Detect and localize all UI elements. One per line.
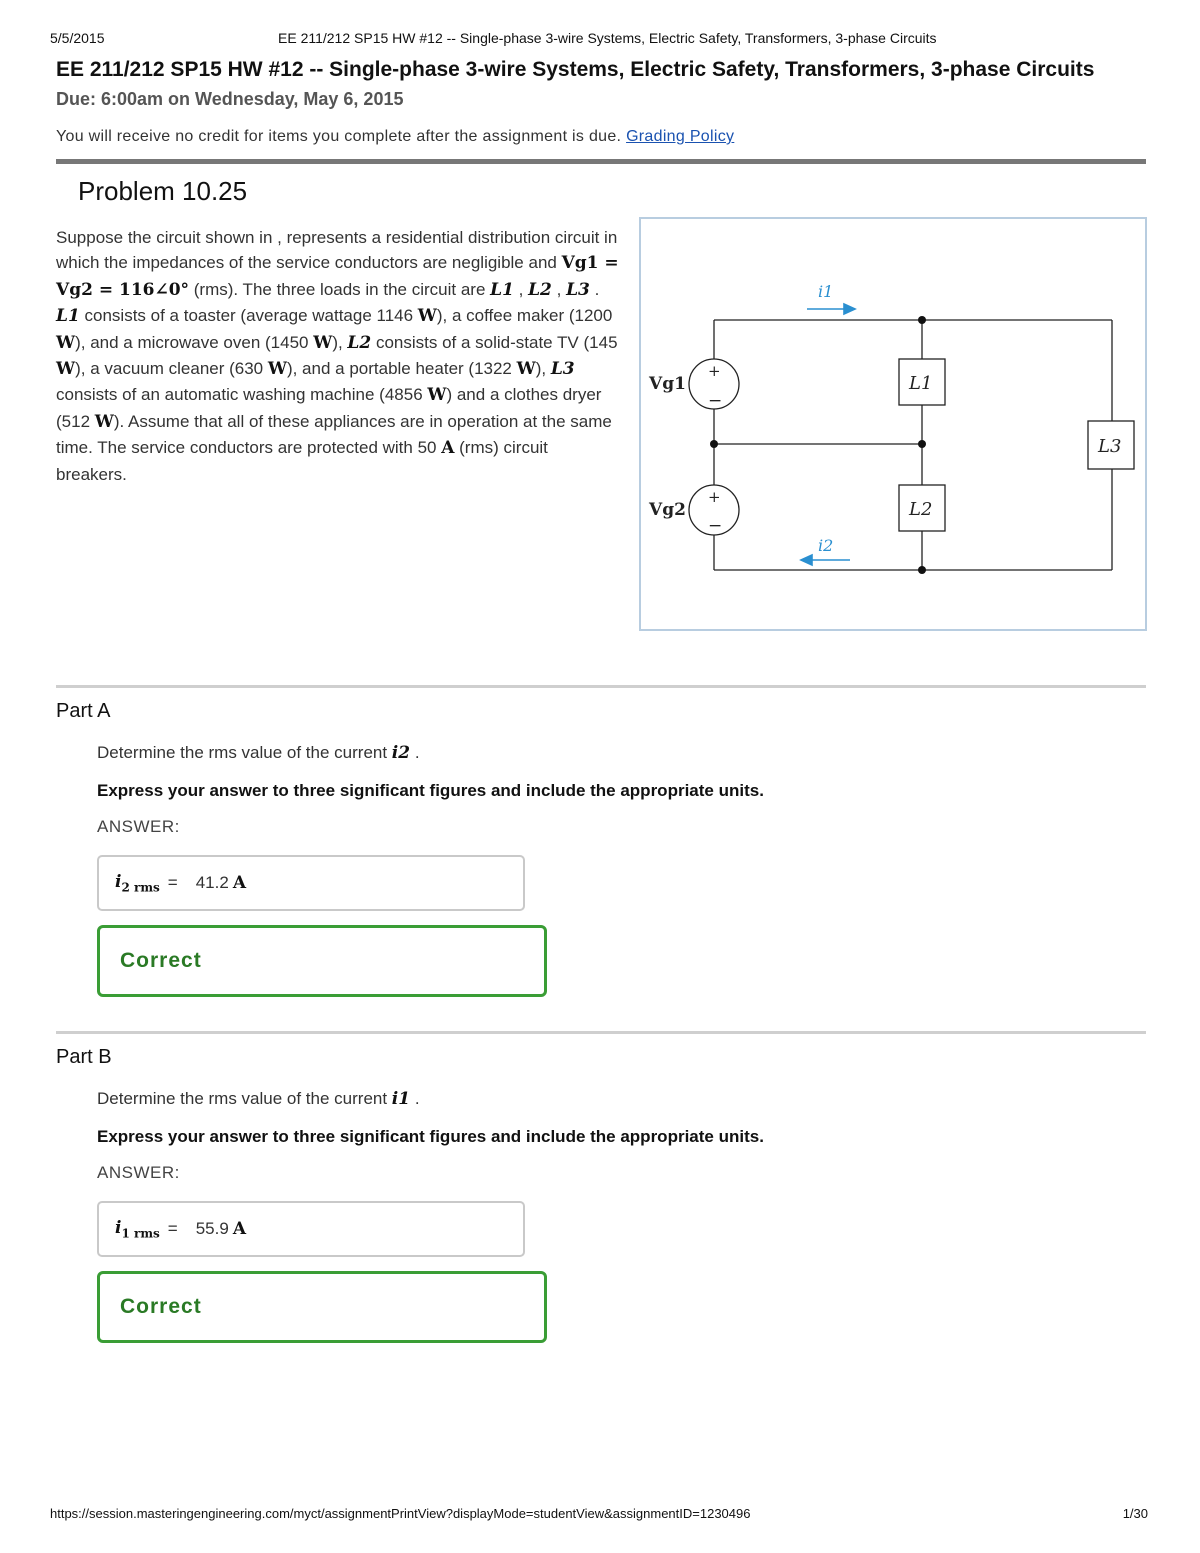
problem-text-segment: ), and a microwave oven (1450 [75, 332, 314, 352]
unit-symbol: W [417, 306, 437, 327]
unit-symbol: W [56, 332, 76, 353]
i1-label: i1 [818, 282, 834, 301]
print-footer [50, 1506, 1148, 1521]
load-symbol: L1 [56, 306, 80, 327]
unit-symbol: A [441, 438, 455, 459]
i2-label: i2 [818, 536, 834, 555]
problem-title: Problem 10.25 [78, 176, 248, 206]
current-symbol: i2 [391, 743, 411, 763]
i1-arrow-head [844, 304, 855, 314]
minus-sign: − [708, 516, 723, 536]
junction-dot [918, 440, 926, 448]
answer-variable [115, 872, 160, 894]
late-notice-text: You will receive no credit for items you complete after the assignment is due. [56, 128, 622, 145]
correct-feedback: Correct [97, 1271, 547, 1343]
problem-text-segment: ), a coffee maker (1200 [436, 306, 613, 326]
answer-value: 55.9 [195, 1219, 229, 1238]
junction-dot [710, 440, 718, 448]
junction-dot [918, 316, 926, 324]
part-b [56, 1046, 1146, 1343]
problem-text-segment: consists of a solid-state TV (145 [371, 332, 618, 352]
load-l2-label: L2 [909, 499, 933, 520]
answer-unit: A [232, 873, 247, 893]
load-symbol: L2 [528, 279, 552, 300]
part-question [97, 1089, 1146, 1109]
answer-instruction: Express your answer to three significant figures and include the appropriate units. [97, 781, 764, 800]
load-l1-label: L1 [909, 373, 933, 394]
part-title: Part B [56, 1046, 112, 1068]
answer-field[interactable] [97, 855, 525, 911]
problem-text-segment: , [551, 279, 567, 299]
answer-variable-base: i [115, 1217, 122, 1238]
vg2-label: Vg2 [649, 500, 686, 520]
grading-policy-link[interactable]: Grading Policy [626, 128, 735, 145]
problem-text-segment: ) and a clothes dryer (512 [56, 385, 602, 431]
answer-variable-subscript: 2 rms [121, 880, 160, 895]
answer-variable-base: i [115, 871, 122, 892]
part-a [56, 700, 1146, 997]
i2-arrow-head [801, 555, 812, 565]
circuit-figure [639, 217, 1147, 631]
load-l3-label: L3 [1098, 436, 1122, 457]
plus-sign: + [708, 362, 721, 380]
problem-text-segment: (rms) circuit breakers. [56, 438, 548, 484]
problem-text-segment: consists of a toaster (average wattage 1146 [79, 306, 418, 326]
print-title: EE 211/212 SP15 HW #12 -- Single-phase 3-wire Systems, Electric Safety, Transformers, 3-phase Circuits [278, 30, 937, 46]
load-symbol: L3 [550, 359, 575, 380]
minus-sign: − [708, 391, 723, 411]
unit-symbol: W [427, 385, 447, 406]
load-symbol: L1 [490, 279, 514, 300]
answer-variable [115, 1218, 160, 1240]
part-divider [56, 1031, 1146, 1034]
problem-text-segment: . [589, 279, 600, 299]
part-body [97, 1089, 1146, 1343]
answer-label: ANSWER: [97, 817, 180, 836]
part-divider [56, 685, 1146, 688]
voltage-equation: Vg1 = Vg2 = 116∠0° [56, 253, 619, 300]
section-divider [56, 159, 1146, 164]
problem-text-segment: consists of an automatic washing machine (4856 [56, 385, 428, 405]
late-notice [56, 128, 1146, 146]
load-symbol: L3 [566, 279, 590, 300]
equals-sign: = [167, 1219, 178, 1238]
answer-value: 41.2 [195, 873, 229, 892]
correct-feedback: Correct [97, 925, 547, 997]
print-url: https://session.masteringengineering.com/myct/assignmentPrintView?displayMode=studentView&assignmentID=1230496 [50, 1506, 751, 1521]
page-number: 1/30 [1122, 1506, 1148, 1521]
unit-symbol: W [94, 411, 114, 432]
question-text: Determine the rms value of the current [97, 743, 392, 762]
junction-dot [918, 566, 926, 574]
unit-symbol: W [267, 359, 287, 380]
unit-symbol: W [56, 359, 76, 380]
answer-label: ANSWER: [97, 1163, 180, 1182]
plus-sign: + [708, 488, 721, 506]
problem-text-segment: Suppose the circuit shown in , represents a residential distribution circuit in which the impedances of the service conductors are negligible and [56, 228, 618, 273]
unit-symbol: W [516, 359, 536, 380]
print-date: 5/5/2015 [50, 30, 105, 46]
problem-text-segment: , [513, 279, 529, 299]
circuit-diagram [641, 219, 1145, 629]
vg1-label: Vg1 [649, 374, 686, 394]
problem-text-segment: (rms). The three loads in the circuit are [189, 279, 491, 299]
problem-text-segment: ), [332, 332, 348, 352]
answer-variable-subscript: 1 rms [121, 1226, 160, 1241]
part-body [97, 743, 1146, 997]
current-symbol: i1 [391, 1089, 411, 1109]
question-text: Determine the rms value of the current [97, 1089, 392, 1108]
answer-unit: A [232, 1219, 247, 1239]
answer-instruction: Express your answer to three significant figures and include the appropriate units. [97, 1127, 764, 1146]
equals-sign: = [167, 873, 178, 892]
part-title: Part A [56, 700, 111, 722]
problem-body [56, 225, 1146, 685]
question-text: . [410, 1089, 420, 1108]
assignment-title: EE 211/212 SP15 HW #12 -- Single-phase 3-wire Systems, Electric Safety, Transformers, 3-phase Circuits [56, 58, 1095, 81]
answer-field[interactable] [97, 1201, 525, 1257]
load-symbol: L2 [347, 332, 372, 353]
problem-text-segment: ). Assume that all of these appliances are in operation at the same time. The service conductors are protected with 50 [56, 411, 612, 458]
problem-text-segment: ), [535, 359, 551, 379]
problem-text-segment: ), a vacuum cleaner (630 [75, 359, 268, 379]
problem-text-segment: ), and a portable heater (1322 [286, 359, 517, 379]
print-header [50, 30, 1150, 50]
assignment-content [56, 56, 1146, 1343]
part-question [97, 743, 1146, 763]
due-date: Due: 6:00am on Wednesday, May 6, 2015 [56, 89, 404, 109]
question-text: . [410, 743, 420, 762]
unit-symbol: W [313, 332, 333, 353]
problem-statement [56, 225, 621, 487]
